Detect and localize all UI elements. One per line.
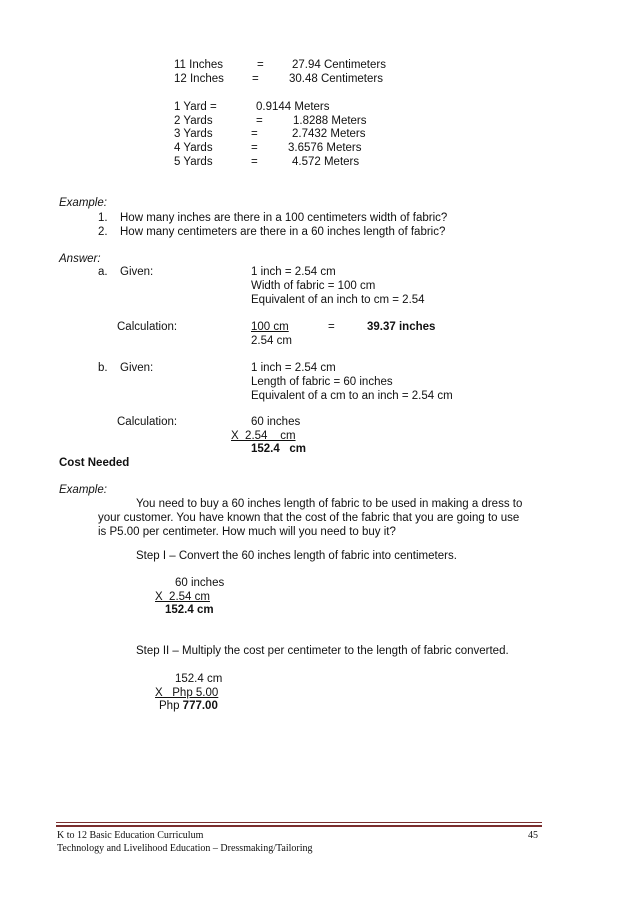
given-line: Length of fabric = 60 inches: [251, 376, 393, 388]
calc-line: 60 inches: [251, 416, 301, 428]
example-label: Example:: [59, 197, 107, 209]
question-text: How many inches are there in a 100 centimeters width of fabric?: [120, 212, 448, 224]
row-eq: =: [251, 142, 258, 154]
calc-denominator: 2.54 cm: [251, 335, 292, 347]
row-lhs: 4 Yards: [174, 142, 213, 154]
calc-result: 152.4 cm: [251, 443, 306, 455]
question-number: 1.: [98, 212, 108, 224]
row-eq: =: [256, 115, 263, 127]
row-eq: =: [252, 73, 259, 85]
page-number: 45: [528, 830, 538, 841]
footer-title: K to 12 Basic Education Curriculum: [57, 830, 204, 841]
given-line: Equivalent of an inch to cm = 2.54: [251, 294, 425, 306]
calculation-label: Calculation:: [117, 321, 178, 333]
calc-result-line: [159, 700, 218, 713]
calc-result-prefix: Php: [159, 700, 180, 712]
question-text: How many centimeters are there in a 60 inches length of fabric?: [120, 226, 446, 238]
given-line: 1 inch = 2.54 cm: [251, 266, 336, 278]
footer-subtitle: Technology and Livelihood Education – Dressmaking/Tailoring: [57, 843, 313, 854]
paragraph-line: your customer. You have known that the cost of the fabric that you are going to use: [98, 512, 520, 524]
given-line: 1 inch = 2.54 cm: [251, 362, 336, 374]
answer-marker: b.: [98, 362, 108, 374]
row-rhs: 2.7432 Meters: [292, 128, 366, 140]
footer-rule: [56, 825, 542, 827]
given-line: Width of fabric = 100 cm: [251, 280, 376, 292]
row-lhs: 2 Yards: [174, 115, 213, 127]
paragraph-line: You need to buy a 60 inches length of fabric to be used in making a dress to: [136, 498, 523, 510]
calc-eq: =: [328, 321, 335, 333]
calc-result: 152.4 cm: [165, 604, 214, 616]
row-rhs: 1.8288 Meters: [293, 115, 367, 127]
calc-multiplier: X 2.54 cm: [155, 591, 210, 603]
answer-marker: a.: [98, 266, 108, 278]
row-rhs: 3.6576 Meters: [288, 142, 362, 154]
row-lhs: 11 Inches: [174, 59, 224, 71]
paragraph-line: is P5.00 per centimeter. How much will you need to buy it?: [98, 526, 396, 538]
given-label: Given:: [120, 266, 154, 278]
calc-line: 152.4 cm: [175, 673, 223, 685]
calc-line: 60 inches: [175, 577, 225, 589]
row-eq: =: [251, 156, 258, 168]
row-lhs: 1 Yard =: [174, 101, 217, 113]
row-rhs: 4.572 Meters: [292, 156, 360, 168]
calc-result: 777.00: [182, 700, 218, 712]
row-rhs: 30.48 Centimeters: [289, 73, 383, 85]
answer-label: Answer:: [59, 253, 101, 265]
row-eq: =: [257, 59, 264, 71]
section-heading: Cost Needed: [59, 457, 130, 469]
question-number: 2.: [98, 226, 108, 238]
example-label: Example:: [59, 484, 107, 496]
row-lhs: 5 Yards: [174, 156, 213, 168]
row-rhs: 0.9144 Meters: [256, 101, 330, 113]
row-lhs: 3 Yards: [174, 128, 213, 140]
calc-numerator: 100 cm: [251, 321, 289, 333]
calculation-label: Calculation:: [117, 416, 178, 428]
given-line: Equivalent of a cm to an inch = 2.54 cm: [251, 390, 453, 402]
step-text: Step II – Multiply the cost per centimeter to the length of fabric converted.: [136, 645, 509, 657]
row-eq: =: [251, 128, 258, 140]
given-label: Given:: [120, 362, 154, 374]
calc-multiplier: X 2.54 cm: [231, 430, 296, 442]
calc-result: 39.37 inches: [367, 321, 436, 333]
calc-multiplier: X Php 5.00: [155, 687, 219, 699]
row-rhs: 27.94 Centimeters: [292, 59, 386, 71]
row-lhs: 12 Inches: [174, 73, 224, 85]
footer-rule: [56, 822, 542, 823]
step-text: Step I – Convert the 60 inches length of fabric into centimeters.: [136, 550, 457, 562]
